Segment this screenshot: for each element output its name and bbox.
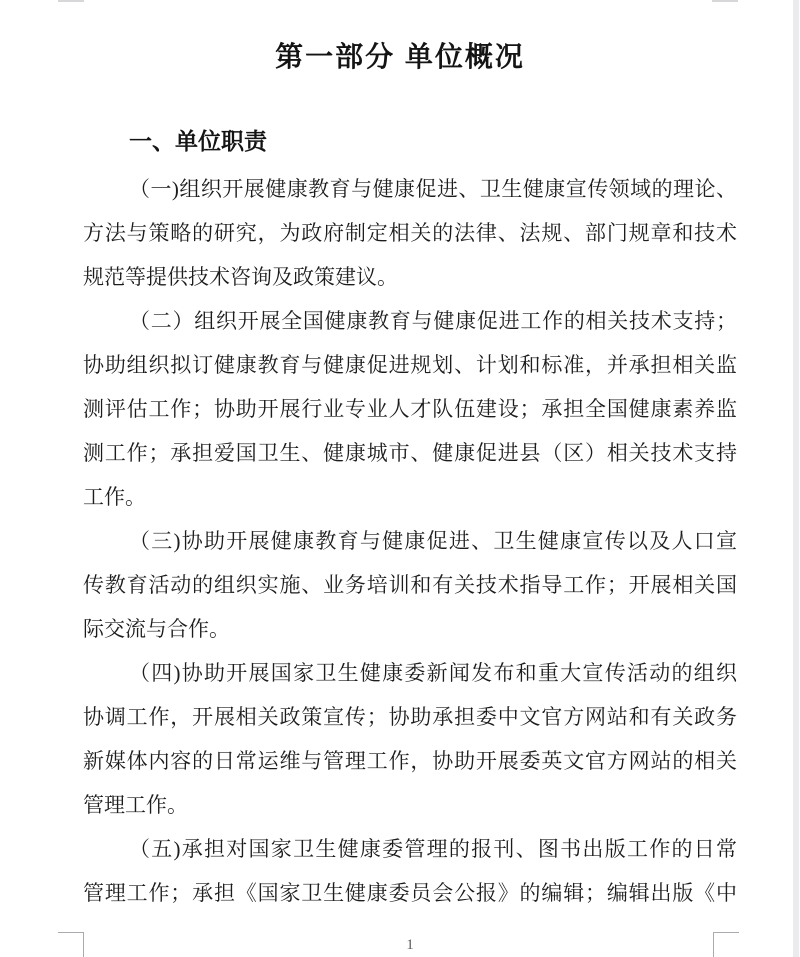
text-line: 传教育活动的组织实施、业务培训和有关技术指导工作；开展相关国 (83, 573, 737, 597)
text-line: 际交流与合作。 (83, 617, 230, 641)
scrollbar-track[interactable] (793, 0, 799, 957)
text-line: （二）组织开展全国健康教育与健康促进工作的相关技术支持； (129, 309, 737, 333)
text-line: 管理工作。 (83, 793, 188, 817)
text-line: （五)承担对国家卫生健康委管理的报刊、图书出版工作的日常 (129, 837, 737, 861)
text-line: 方法与策略的研究，为政府制定相关的法律、法规、部门规章和技术 (83, 221, 737, 245)
text-line: 测工作；承担爱国卫生、健康城市、健康促进县（区）相关技术支持 (83, 441, 737, 465)
text-line: 规范等提供技术咨询及政策建议。 (83, 265, 398, 289)
page-number: 1 (406, 937, 414, 953)
crop-mark-bottom-left (58, 932, 84, 933)
page-title: 第一部分 单位概况 (275, 41, 525, 72)
text-line: 新媒体内容的日常运维与管理工作，协助开展委英文官方网站的相关 (83, 749, 737, 773)
paragraphs (83, 167, 737, 915)
section-heading: 一、单位职责 (129, 128, 267, 154)
text-line: （四)协助开展国家卫生健康委新闻发布和重大宣传活动的组织 (129, 661, 737, 685)
crop-mark-top-left (58, 0, 84, 2)
crop-mark-top-right (712, 0, 738, 2)
text-line: 协助组织拟订健康教育与健康促进规划、计划和标准，并承担相关监 (83, 353, 737, 377)
text-line: 工作。 (83, 485, 146, 509)
text-line: （三)协助开展健康教育与健康促进、卫生健康宣传以及人口宣 (129, 529, 737, 553)
text-line: （一)组织开展健康教育与健康促进、卫生健康宣传领域的理论、 (129, 177, 737, 201)
text-line: 管理工作；承担《国家卫生健康委员会公报》的编辑；编辑出版《中 (83, 881, 737, 905)
text-line: 协调工作，开展相关政策宣传；协助承担委中文官方网站和有关政务 (83, 705, 737, 729)
text-line: 测评估工作；协助开展行业专业人才队伍建设；承担全国健康素养监 (83, 397, 737, 421)
crop-mark-bottom-right (713, 932, 739, 933)
